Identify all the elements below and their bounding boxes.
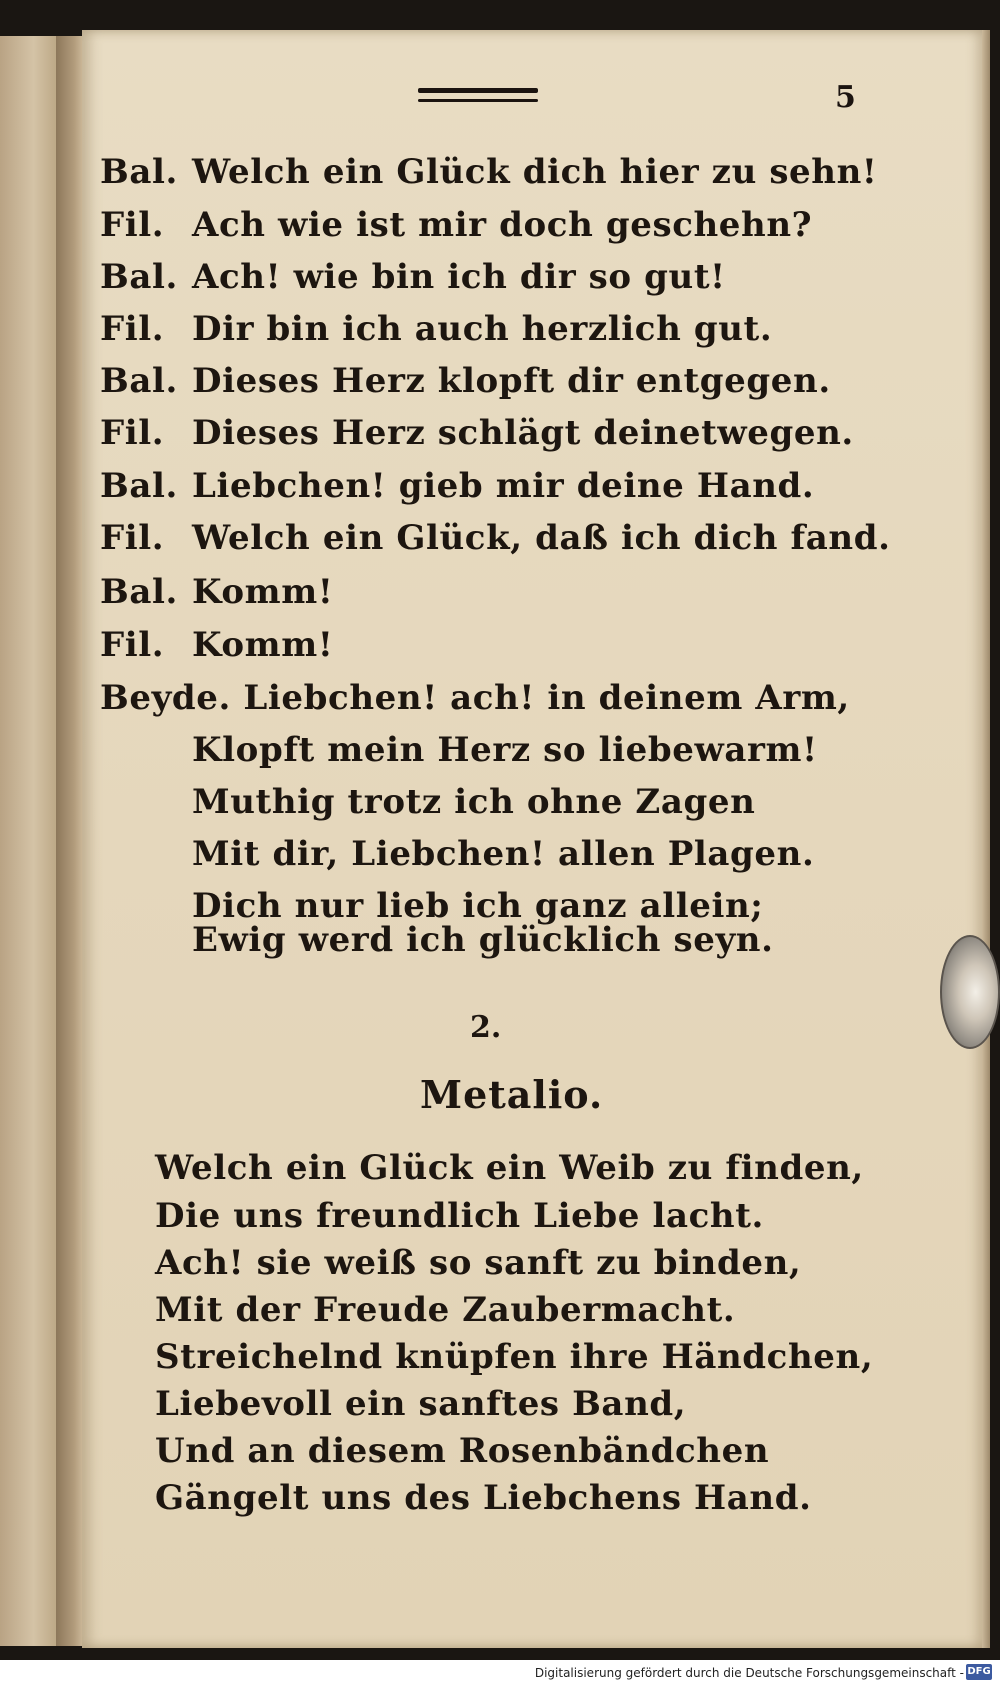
dialogue-line [100, 205, 812, 245]
dialogue-line [100, 413, 854, 453]
dfg-logo-icon: DFG [966, 1664, 992, 1680]
section-title: Metalio. [420, 1072, 604, 1117]
dialogue-text: Dieses Herz klopft dir entgegen. [192, 361, 831, 401]
verse-line: Welch ein Glück ein Weib zu finden, [155, 1148, 864, 1188]
dialogue-line [100, 466, 814, 506]
header-rule [418, 88, 538, 93]
page-edge [982, 30, 990, 1648]
verse-line: Dich nur lieb ich ganz allein; [192, 886, 764, 926]
speaker-label: Bal. [100, 572, 178, 612]
dialogue-text: Welch ein Glück dich hier zu sehn! [192, 152, 878, 192]
together-line [100, 678, 850, 718]
dialogue-text: Liebchen! gieb mir deine Hand. [192, 466, 815, 506]
dialogue-line [100, 518, 891, 558]
speaker-label: Bal. [100, 361, 178, 401]
speaker-label: Fil. [100, 518, 165, 558]
speaker-label: Fil. [100, 205, 165, 245]
speaker-label: Bal. [100, 152, 178, 192]
facing-page-edge [0, 36, 58, 1646]
dialogue-text: Ach wie ist mir doch geschehn? [192, 205, 813, 245]
binder-clip [940, 935, 1000, 1049]
footer-credit: Digitalisierung gefördert durch die Deutsche Forschungsgemeinschaft - [534, 1666, 964, 1680]
dialogue-text: Ach! wie bin ich dir so gut! [192, 257, 726, 297]
verse-line: Klopft mein Herz so liebewarm! [192, 730, 818, 770]
page-number: 5 [835, 80, 856, 115]
book-gutter [56, 36, 82, 1646]
verse-line: Gängelt uns des Liebchens Hand. [155, 1478, 812, 1518]
dialogue-line [100, 361, 831, 401]
speaker-label: Bal. [100, 257, 178, 297]
speaker-label: Fil. [100, 413, 165, 453]
verse-line: Und an diesem Rosenbändchen [155, 1431, 770, 1471]
dialogue-line [100, 625, 333, 665]
verse-line: Mit der Freude Zaubermacht. [155, 1290, 736, 1330]
verse-line: Die uns freundlich Liebe lacht. [155, 1196, 764, 1236]
speaker-label: Fil. [100, 625, 165, 665]
verse-line: Ach! sie weiß so sanft zu binden, [155, 1243, 802, 1283]
dialogue-line [100, 257, 726, 297]
speaker-label: Beyde. [100, 678, 231, 718]
verse-line: Mit dir, Liebchen! allen Plagen. [192, 834, 815, 874]
verse-text: Liebchen! ach! in deinem Arm, [243, 678, 850, 718]
section-number: 2. [470, 1010, 502, 1045]
verse-line: Muthig trotz ich ohne Zagen [192, 782, 756, 822]
dialogue-text: Dieses Herz schlägt deinetwegen. [192, 413, 854, 453]
dialogue-text: Dir bin ich auch herzlich gut. [192, 309, 773, 349]
dialogue-text: Komm! [192, 572, 334, 612]
dialogue-line [100, 152, 877, 192]
dialogue-line [100, 572, 333, 612]
verse-line: Liebevoll ein sanftes Band, [155, 1384, 687, 1424]
verse-line: Ewig werd ich glücklich seyn. [192, 920, 774, 960]
dialogue-text: Welch ein Glück, daß ich dich fand. [192, 518, 891, 558]
header-rule-thin [418, 99, 538, 102]
speaker-label: Fil. [100, 309, 165, 349]
speaker-label: Bal. [100, 466, 178, 506]
verse-line: Streichelnd knüpfen ihre Händchen, [155, 1337, 874, 1377]
dialogue-text: Komm! [192, 625, 334, 665]
dialogue-line [100, 309, 772, 349]
